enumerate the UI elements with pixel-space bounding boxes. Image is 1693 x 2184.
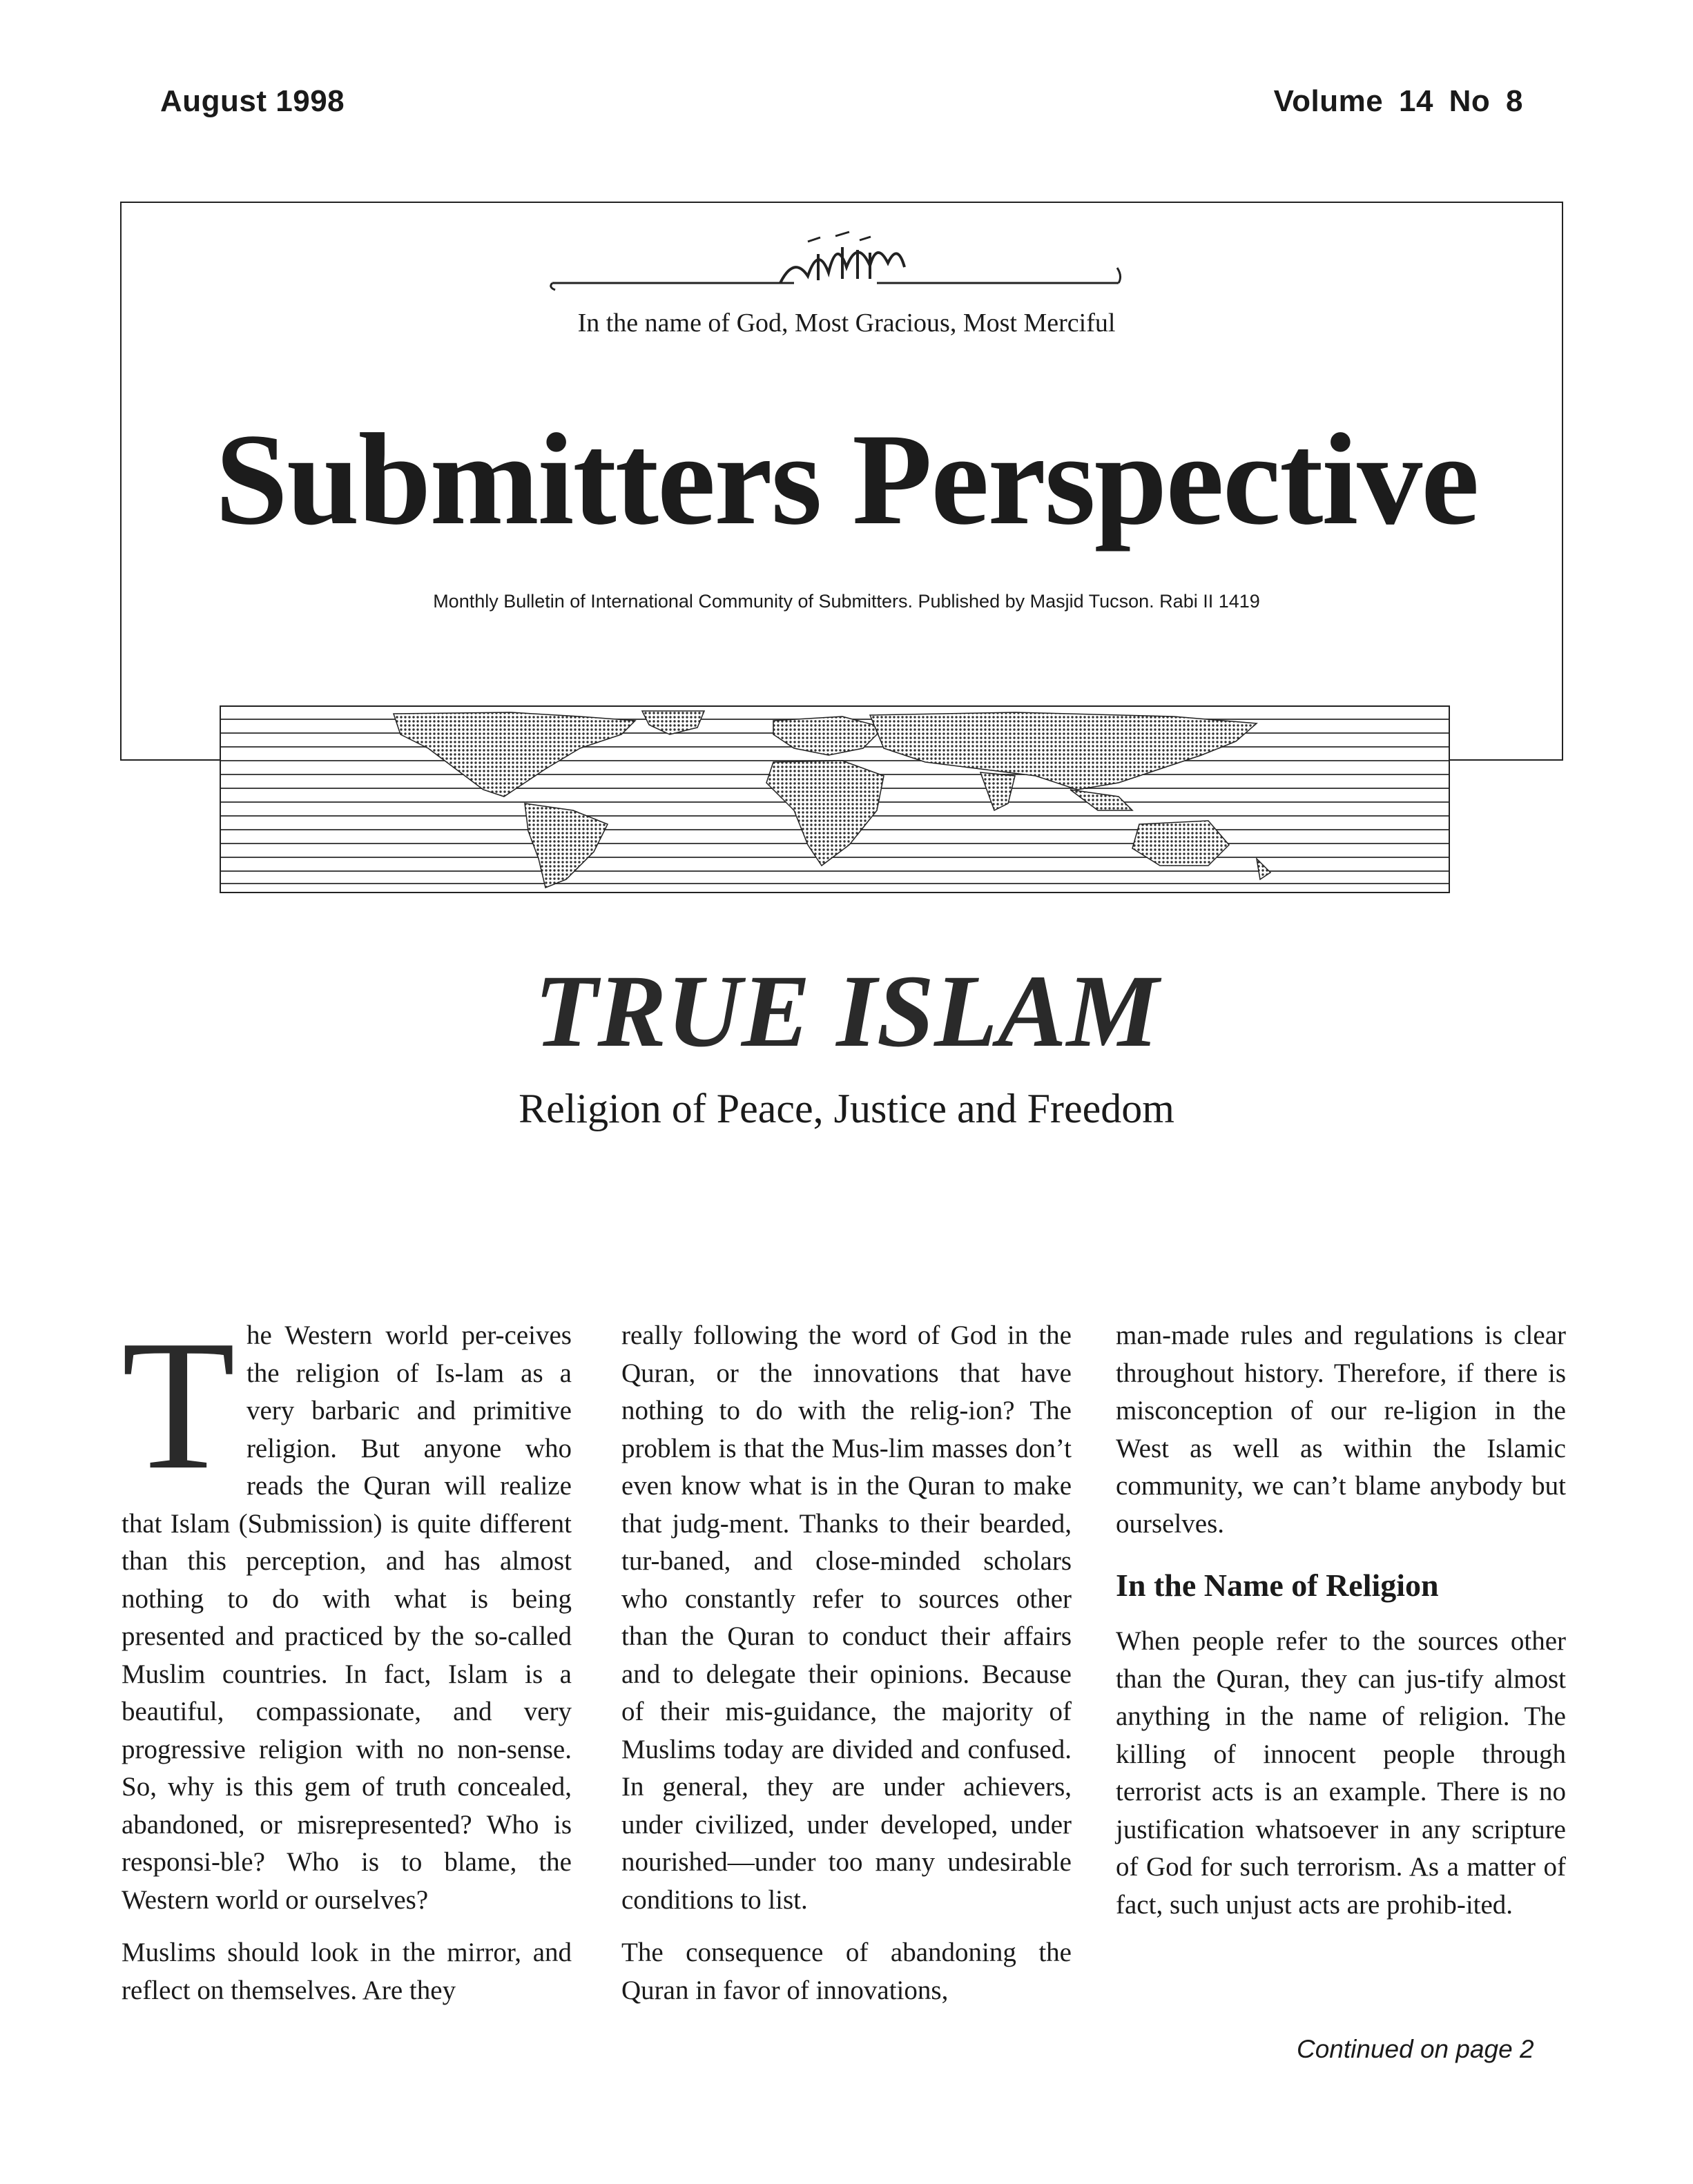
publication-subtitle: Monthly Bulletin of International Community of Submitters. Published by Masjid Tucson. Rabi II 1419: [433, 591, 1260, 612]
publication-title: Submitters Perspective: [215, 407, 1478, 552]
continued-note[interactable]: Continued on page 2: [1297, 2035, 1534, 2063]
paragraph-text: he Western world per-ceives the religion of Is-lam as a very barbaric and primitive religion. But anyone who reads the Quran will realize that Islam (Submission) is quite different than this perception, and has almost nothing to do with what is being presented and practiced by the so-called Muslim countries. In fact, Islam is a beautiful, compassionate, and very progressive religion with no non-sense. So, why is this gem of truth concealed, abandoned, or misrepresented? Who is responsi-ble? Who is to blame, the Western world or ourselves?: [122, 1320, 572, 1915]
article-headline: TRUE ISLAM: [534, 954, 1159, 1069]
article-column-1: [122, 1302, 572, 2025]
section-heading: In the Name of Religion: [1116, 1568, 1439, 1603]
world-map-banner: [220, 705, 1450, 893]
paragraph: [122, 1302, 572, 1919]
article-column-2: [621, 1317, 1072, 2025]
paragraph: man-made rules and regulations is clear throughout history. Therefore, if there is misconception of our re-ligion in the West as well as within the Islamic community, we can’t blame anybody but ourselves.: [1116, 1320, 1566, 1539]
issue-date: August 1998: [160, 84, 345, 118]
article-column-3: [1116, 1317, 1566, 1939]
paragraph: Muslims should look in the mirror, and reflect on themselves. Are they: [122, 1938, 572, 2005]
paragraph: The consequence of abandoning the Quran in favor of innovations,: [621, 1938, 1072, 2005]
bismillah-calligraphy: [545, 226, 1125, 309]
drop-cap: T: [122, 1302, 235, 1508]
paragraph: When people refer to the sources other than the Quran, they can jus-tify almost anything in the name of religion. The killing of innocent people through terrorist acts is an example. There is no justification whatsoever in any scripture of God for such terrorism. As a matter of fact, such unjust acts are prohib-ited.: [1116, 1626, 1566, 1920]
world-map-icon: [221, 707, 1449, 892]
paragraph: really following the word of God in the Quran, or the innovations that have nothing to do with the relig-ion? The problem is that the Mus-lim masses don’t even know what is in the Quran to make that judg-ment. Thanks to their bearded, tur-baned, and close-minded scholars who constantly refer to sources other than the Quran to conduct their affairs and to delegate their opinions. Because of their mis-guidance, the majority of Muslims today are divided and confused. In general, they are under achievers, under civilized, under developed, under nourished—under too many undesirable conditions to list.: [621, 1320, 1072, 1915]
article-subheadline: Religion of Peace, Justice and Freedom: [519, 1086, 1174, 1131]
bismillah-translation: In the name of God, Most Gracious, Most Merciful: [577, 309, 1116, 338]
issue-volume: Volume 14 No 8: [1273, 84, 1523, 118]
